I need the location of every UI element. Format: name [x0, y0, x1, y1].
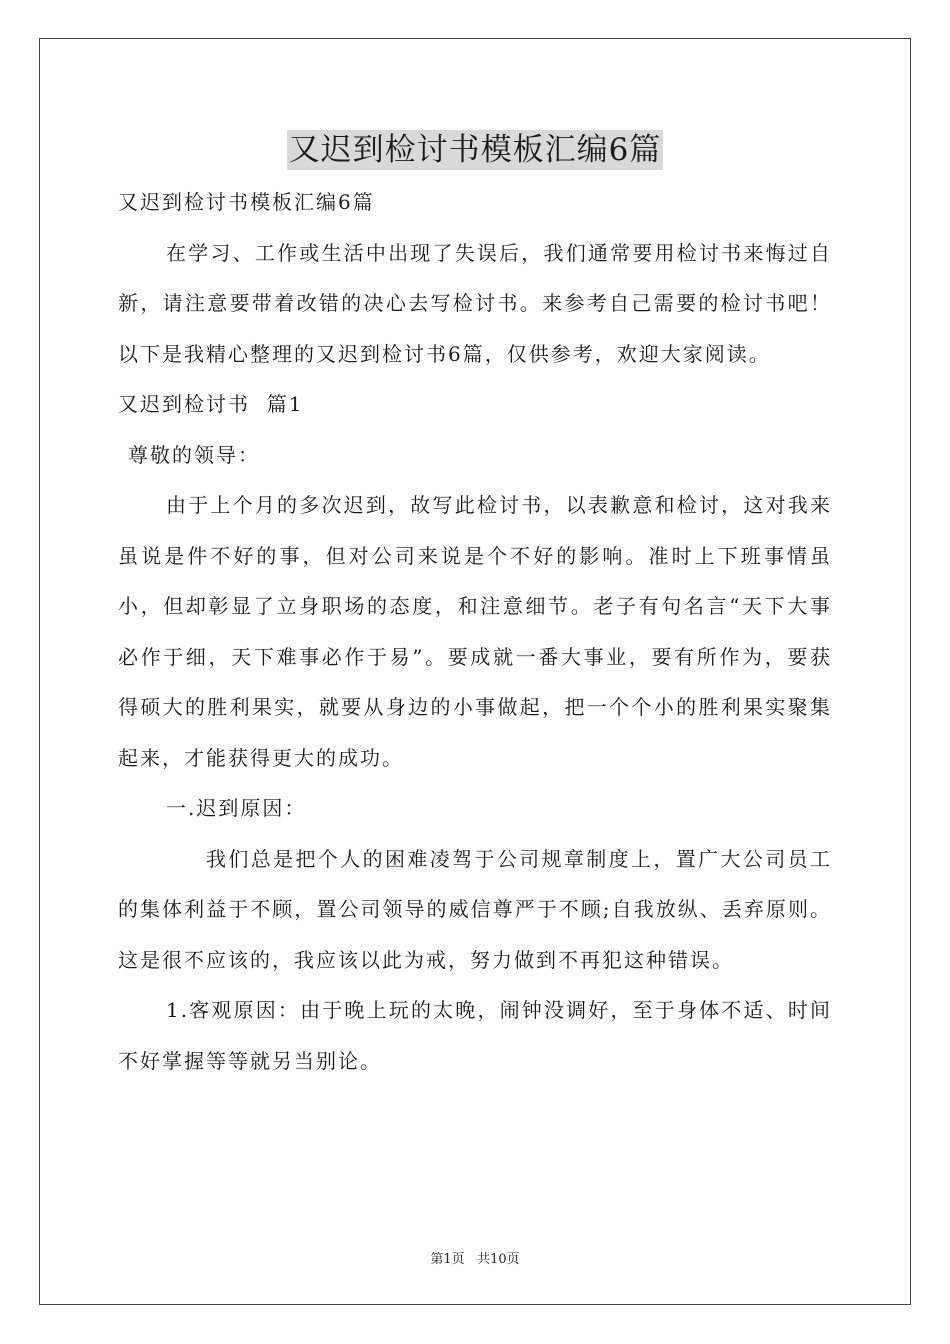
title-wrapper [0, 130, 950, 170]
salutation: 尊敬的领导： [128, 442, 260, 467]
subtitle-line: 又迟到检讨书模板汇编6篇 [118, 190, 375, 214]
reason-paragraph: 我们总是把个人的困难凌驾于公司规章制度上，置广大公司员工的集体利益于不顾，置公司领导的威信尊严于不顾;自我放纵、丢弃原则。这是很不应该的，我应该以此为戒，努力做到不再犯这种错误。 [118, 846, 832, 972]
reason-heading: 一.迟到原因： [166, 796, 307, 820]
document-body [118, 177, 832, 1086]
page-total: 共10页 [477, 1252, 520, 1267]
page-number: 第1页 [430, 1252, 465, 1267]
body-paragraph: 由于上个月的多次迟到，故写此检讨书，以表歉意和检讨，这对我来虽说是件不好的事，但对公司来说是个不好的影响。准时上下班事情虽小，但却彰显了立身职场的态度，和注意细节。老子有句名言“天下大事必作于细，天下难事必作于易”。要成就一番大事业，要有所作为，要获得硕大的胜利果实，就要从身边的小事做起，把一个个小的胜利果实聚集起来，才能获得更大的成功。 [118, 493, 832, 770]
document-title: 又迟到检讨书模板汇编6篇 [288, 132, 662, 168]
objective-reason-paragraph: 1.客观原因：由于晚上玩的太晚，闹钟没调好，至于身体不适、时间不好掌握等等就另当别论。 [118, 998, 832, 1073]
section-heading: 又迟到检讨书 篇1 [118, 392, 304, 416]
intro-paragraph: 在学习、工作或生活中出现了失误后，我们通常要用检讨书来悔过自新，请注意要带着改错的决心去写检讨书。来参考自己需要的检讨书吧！以下是我精心整理的又迟到检讨书6篇，仅供参考，欢迎大家阅读。 [118, 240, 832, 366]
page-footer [0, 1248, 950, 1267]
